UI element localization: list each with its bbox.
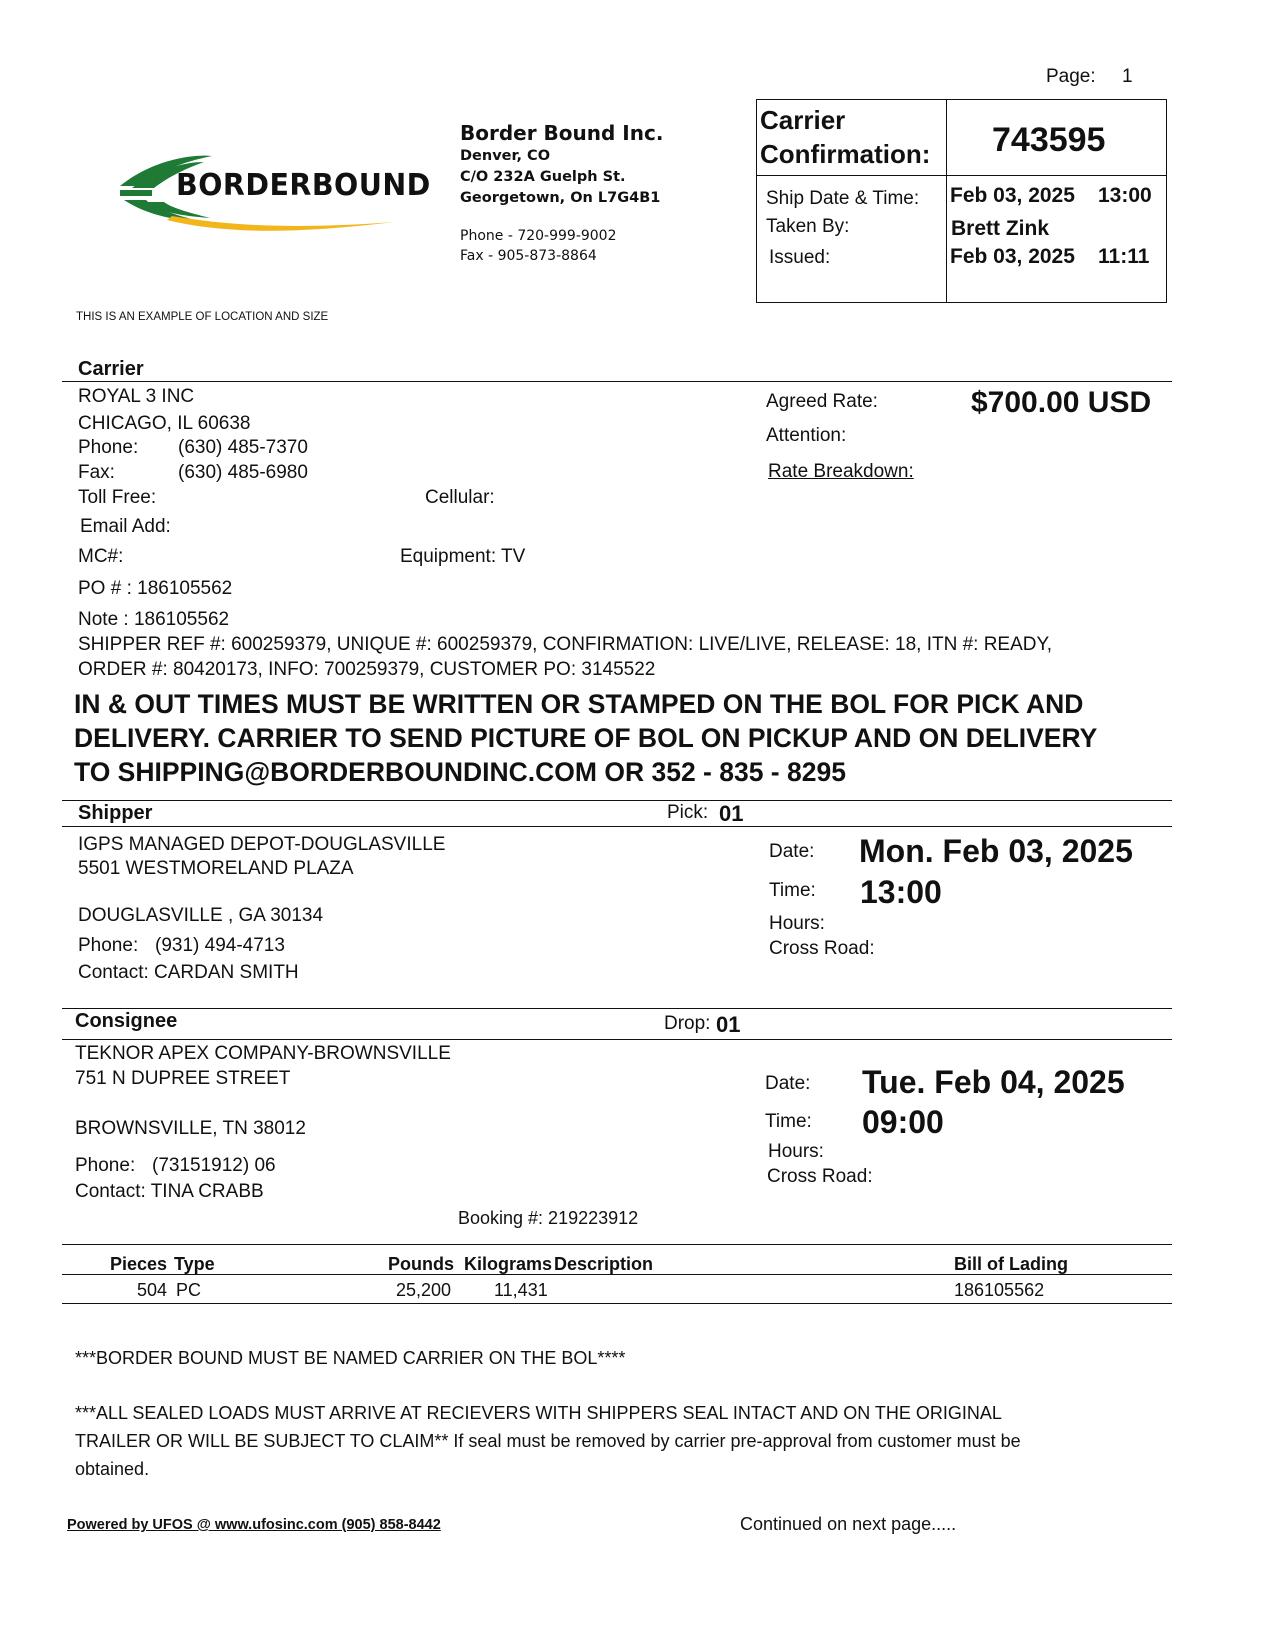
logo-text: BORDERBOUND	[176, 168, 431, 203]
cell-pieces: 504	[137, 1280, 168, 1300]
shipper-contact: Contact: CARDAN SMITH	[78, 962, 299, 983]
powered-by-link[interactable]: Powered by UFOS @ www.ufosinc.com (905) 858-8442	[67, 1517, 441, 1533]
shipper-cross-road-label: Cross Road:	[769, 938, 875, 959]
issued-label: Issued:	[769, 247, 831, 268]
ship-date: Feb 03, 2025	[950, 184, 1075, 207]
consignee-hours-label: Hours:	[768, 1141, 824, 1162]
consignee-phone-label: Phone:	[75, 1155, 136, 1176]
example-note: THIS IS AN EXAMPLE OF LOCATION AND SIZE	[76, 311, 329, 323]
shipper-phone-label: Phone:	[78, 935, 139, 956]
consignee-divider	[62, 1039, 1172, 1040]
carrier-city: CHICAGO, IL 60638	[78, 413, 251, 434]
cell-kilograms: 11,431	[494, 1280, 548, 1300]
taken-by: Brett Zink	[951, 217, 1050, 240]
shipper-heading: Shipper	[78, 802, 153, 824]
table-header-divider	[62, 1274, 1172, 1275]
consignee-city: BROWNSVILLE, TN 38012	[75, 1118, 306, 1139]
carrier-named-note: ***BORDER BOUND MUST BE NAMED CARRIER ON THE BOL****	[75, 1348, 626, 1368]
confirmation-number: 743595	[992, 121, 1106, 159]
consignee-top-divider	[62, 1008, 1172, 1009]
company-address: Georgetown, On L7G4B1	[460, 190, 661, 206]
table-top-divider	[62, 1244, 1172, 1245]
shipper-hours-label: Hours:	[769, 913, 825, 934]
consignee-time: 09:00	[862, 1104, 944, 1140]
confirmation-divider-horizontal	[756, 175, 1167, 176]
drop-label: Drop:	[664, 1013, 711, 1034]
shipper-time: 13:00	[860, 874, 942, 910]
cell-bill-of-lading: 186105562	[954, 1280, 1045, 1300]
shipper-date: Mon. Feb 03, 2025	[859, 833, 1133, 869]
col-header-type: Type	[174, 1254, 215, 1274]
shipper-date-label: Date:	[769, 841, 815, 862]
shipper-name: IGPS MANAGED DEPOT-DOUGLASVILLE	[78, 834, 446, 855]
consignee-date-label: Date:	[765, 1073, 811, 1094]
sealed-note-line1: ***ALL SEALED LOADS MUST ARRIVE AT RECIEVERS WITH SHIPPERS SEAL INTACT AND ON THE ORIGINAL	[75, 1403, 1002, 1423]
sealed-note-line2: TRAILER OR WILL BE SUBJECT TO CLAIM** If seal must be removed by carrier pre-approval from customer must be	[75, 1431, 1021, 1451]
carrier-po: PO # : 186105562	[78, 578, 233, 599]
col-header-kilograms: Kilograms	[464, 1254, 553, 1274]
carrier-name: ROYAL 3 INC	[78, 386, 195, 407]
carrier-phone: (630) 485-7370	[178, 437, 308, 458]
drop-number: 01	[716, 1012, 741, 1037]
ship-date-label: Ship Date & Time:	[766, 188, 920, 209]
consignee-cross-road-label: Cross Road:	[767, 1166, 873, 1187]
issued-date: Feb 03, 2025	[950, 245, 1075, 268]
carrier-divider	[62, 381, 1172, 382]
shipper-top-divider	[62, 800, 1172, 801]
col-header-bill-of-lading: Bill of Lading	[954, 1254, 1068, 1274]
pick-number: 01	[719, 801, 744, 826]
agreed-rate: $700.00 USD	[971, 386, 1152, 419]
shipper-city: DOUGLASVILLE , GA 30134	[78, 905, 324, 926]
attention-label: Attention:	[766, 425, 847, 446]
carrier-note: Note : 186105562	[78, 609, 230, 630]
page-label: Page:	[1046, 66, 1096, 87]
notice-line3: TO SHIPPING@BORDERBOUNDINC.COM OR 352 - 835 - 8295	[74, 757, 846, 787]
rate-breakdown-link[interactable]: Rate Breakdown:	[768, 461, 914, 482]
shipper-street: 5501 WESTMORELAND PLAZA	[78, 858, 354, 879]
company-name: Border Bound Inc.	[460, 121, 664, 145]
shipper-phone: (931) 494-4713	[155, 935, 285, 956]
consignee-heading: Consignee	[75, 1010, 178, 1032]
carrier-fax-label: Fax:	[78, 462, 115, 483]
cell-type: PC	[176, 1280, 202, 1300]
agreed-rate-label: Agreed Rate:	[766, 391, 878, 412]
company-co-line: C/O 232A Guelph St.	[460, 169, 626, 185]
confirmation-label-line1: Carrier	[760, 105, 846, 135]
notice-line1: IN & OUT TIMES MUST BE WRITTEN OR STAMPED ON THE BOL FOR PICK AND	[74, 689, 1084, 719]
consignee-phone: (73151912) 06	[152, 1155, 276, 1176]
carrier-email-label: Email Add:	[80, 516, 171, 537]
col-header-pieces: Pieces	[110, 1254, 168, 1274]
carrier-tollfree-label: Toll Free:	[78, 487, 157, 508]
carrier-ref-line1: SHIPPER REF #: 600259379, UNIQUE #: 600259379, CONFIRMATION: LIVE/LIVE, RELEASE: 18, ITN #: READY,	[78, 634, 1052, 655]
shipper-divider	[62, 826, 1172, 827]
consignee-name: TEKNOR APEX COMPANY-BROWNSVILLE	[75, 1043, 451, 1064]
page-number: 1	[1122, 66, 1133, 87]
confirmation-label-line2: Confirmation:	[760, 139, 931, 169]
consignee-street: 751 N DUPREE STREET	[75, 1068, 291, 1089]
carrier-mc-label: MC#:	[78, 546, 124, 567]
carrier-equipment: Equipment: TV	[400, 546, 526, 567]
ship-time: 13:00	[1098, 184, 1152, 207]
sealed-note-line3: obtained.	[75, 1459, 150, 1479]
carrier-cellular-label: Cellular:	[425, 487, 495, 508]
issued-time: 11:11	[1098, 245, 1150, 268]
pick-label: Pick:	[667, 802, 709, 823]
company-logo	[112, 150, 431, 240]
company-city: Denver, CO	[460, 148, 551, 164]
shipper-time-label: Time:	[769, 880, 816, 901]
col-header-pounds: Pounds	[388, 1254, 454, 1274]
col-header-description: Description	[554, 1254, 654, 1274]
cell-pounds: 25,200	[396, 1280, 452, 1300]
company-phone: Phone - 720-999-9002	[460, 228, 617, 244]
taken-by-label: Taken By:	[766, 216, 850, 237]
carrier-phone-label: Phone:	[78, 437, 139, 458]
carrier-ref-line2: ORDER #: 80420173, INFO: 700259379, CUSTOMER PO: 3145522	[78, 659, 656, 680]
company-fax: Fax - 905-873-8864	[460, 248, 597, 264]
booking-number: Booking #: 219223912	[458, 1208, 639, 1228]
consignee-date: Tue. Feb 04, 2025	[862, 1064, 1125, 1100]
carrier-heading: Carrier	[78, 358, 144, 380]
confirmation-divider-vertical	[946, 99, 947, 303]
carrier-fax: (630) 485-6980	[178, 462, 308, 483]
table-bottom-divider	[62, 1303, 1172, 1304]
notice-line2: DELIVERY. CARRIER TO SEND PICTURE OF BOL ON PICKUP AND ON DELIVERY	[74, 723, 1098, 753]
consignee-time-label: Time:	[765, 1111, 812, 1132]
consignee-contact: Contact: TINA CRABB	[75, 1181, 264, 1202]
continued-note: Continued on next page.....	[740, 1514, 957, 1534]
